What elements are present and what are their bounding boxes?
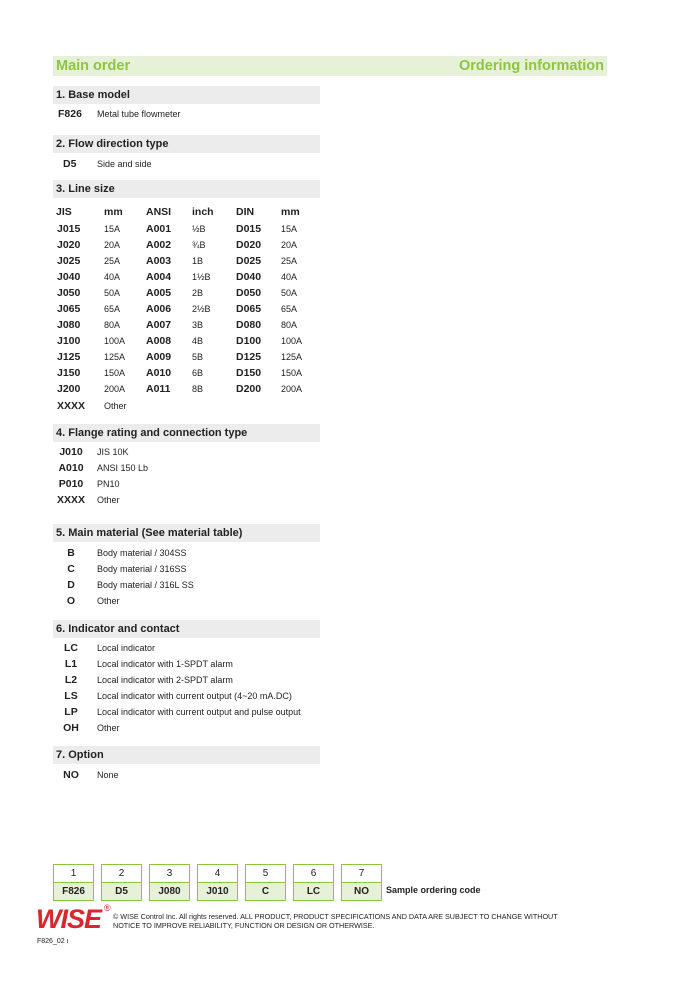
jis-code: J020 (57, 239, 81, 251)
jis-mm: 125A (104, 352, 126, 362)
flange-code: J010 (59, 446, 83, 458)
din-code: D200 (236, 383, 262, 395)
wise-logo: WISE (36, 904, 102, 934)
flow-desc: Side and side (97, 159, 152, 169)
copyright-line-1: © WISE Control Inc. All rights reserved. ALL PRODUCT, PRODUCT SPECIFICATIONS AND DATA ARE SUBJECT TO CHANGE WITHOUT (113, 912, 558, 921)
din-mm: 100A (281, 336, 303, 346)
ansi-inch: 2B (192, 288, 204, 298)
jis-mm: 15A (104, 224, 121, 234)
sample-code-box (149, 864, 190, 901)
ansi-inch: 2½B (192, 304, 211, 314)
sample-code-box (197, 864, 238, 901)
ansi-inch: 3B (192, 320, 204, 330)
indicator-code: OH (63, 722, 79, 734)
din-code: D040 (236, 271, 262, 283)
jis-mm: 25A (104, 256, 121, 266)
section-base-model: 1. Base model (53, 86, 320, 104)
jis-mm: 20A (104, 240, 121, 250)
sample-position-number: 2 (102, 865, 141, 883)
din-mm: 65A (281, 304, 298, 314)
sample-position-number: 1 (54, 865, 93, 883)
indicator-desc: Other (97, 723, 120, 733)
sample-code-box (341, 864, 382, 901)
material-desc: Other (97, 596, 120, 606)
din-code: D125 (236, 351, 262, 363)
din-mm: 50A (281, 288, 298, 298)
jis-mm: 65A (104, 304, 121, 314)
base-model-code: F826 (58, 108, 82, 120)
section-indicator: 6. Indicator and contact (53, 620, 320, 638)
material-desc: Body material / 316L SS (97, 580, 194, 590)
line-size-other-code: XXXX (57, 400, 86, 412)
material-desc: Body material / 304SS (97, 548, 187, 558)
ansi-code: A006 (146, 303, 172, 315)
material-code: O (66, 595, 76, 607)
sample-label: Sample ordering code (386, 885, 481, 895)
line-size-other-desc: Other (104, 401, 127, 411)
ansi-inch: ½B (192, 224, 206, 234)
ansi-code: A007 (146, 319, 172, 331)
flange-desc: ANSI 150 Lb (97, 463, 149, 473)
indicator-desc: Local indicator with 1-SPDT alarm (97, 659, 233, 669)
din-mm: 150A (281, 368, 303, 378)
indicator-desc: Local indicator with current output (4~20 mA.DC) (97, 691, 292, 701)
sample-code-box (245, 864, 286, 901)
material-code: B (67, 547, 75, 559)
jis-mm: 40A (104, 272, 121, 282)
sample-position-number: 5 (246, 865, 285, 883)
flange-code: XXXX (57, 494, 86, 506)
din-mm: 125A (281, 352, 303, 362)
jis-code: J150 (57, 367, 81, 379)
ansi-code: A009 (146, 351, 172, 363)
jis-code: J040 (57, 271, 81, 283)
jis-mm: 80A (104, 320, 121, 330)
sample-code-value: D5 (102, 883, 141, 900)
ansi-inch: 5B (192, 352, 204, 362)
material-code: D (67, 579, 75, 591)
sample-code-value: NO (342, 883, 381, 900)
flange-desc: JIS 10K (97, 447, 129, 457)
jis-mm: 50A (104, 288, 121, 298)
indicator-code: LP (64, 706, 78, 718)
jis-code: J200 (57, 383, 81, 395)
sample-code-box (101, 864, 142, 901)
ansi-code: A001 (146, 223, 172, 235)
flange-code: A010 (58, 462, 84, 474)
flow-code: D5 (63, 158, 77, 170)
indicator-desc: Local indicator with 2-SPDT alarm (97, 675, 233, 685)
page-header (53, 56, 607, 76)
registered-mark: ® (104, 903, 111, 913)
main-order-title: Main order (56, 58, 131, 74)
din-code: D150 (236, 367, 262, 379)
copyright-line-2: NOTICE TO IMPROVE RELIABILITY, FUNCTION OR DESIGN OR OTHERWISE. (113, 921, 375, 930)
ansi-inch: 1B (192, 256, 204, 266)
jis-code: J125 (57, 351, 81, 363)
copyright-notice (113, 912, 558, 930)
flange-desc: PN10 (97, 479, 120, 489)
ansi-inch: 4B (192, 336, 204, 346)
material-code: C (67, 563, 75, 575)
sample-code-value: F826 (54, 883, 93, 900)
sample-position-number: 6 (294, 865, 333, 883)
din-code: D080 (236, 319, 262, 331)
section-option: 7. Option (53, 746, 320, 764)
ansi-code: A008 (146, 335, 172, 347)
ansi-code: A010 (146, 367, 172, 379)
indicator-desc: Local indicator (97, 643, 156, 653)
ansi-code: A004 (146, 271, 172, 283)
din-mm: 200A (281, 384, 303, 394)
din-code: D025 (236, 255, 262, 267)
ansi-code: A003 (146, 255, 172, 267)
jis-code: J025 (57, 255, 81, 267)
indicator-code: L2 (64, 674, 78, 686)
col-header-inch: inch (192, 206, 214, 218)
jis-code: J100 (57, 335, 81, 347)
indicator-code: L1 (64, 658, 78, 670)
din-mm: 15A (281, 224, 298, 234)
col-header-jis: JIS (56, 206, 72, 218)
col-header-mm-din: mm (281, 206, 300, 218)
ansi-code: A005 (146, 287, 172, 299)
flange-code: P010 (58, 478, 84, 490)
din-mm: 25A (281, 256, 298, 266)
col-header-mm: mm (104, 206, 123, 218)
sample-code-value: J010 (198, 883, 237, 900)
section-flow-direction: 2. Flow direction type (53, 135, 320, 153)
page-number: F826_02 ı (37, 938, 69, 945)
indicator-code: LS (64, 690, 78, 702)
ansi-code: A011 (146, 383, 171, 395)
indicator-code: LC (64, 642, 78, 654)
jis-code: J050 (57, 287, 81, 299)
sample-code-box (53, 864, 94, 901)
sample-code-value: LC (294, 883, 333, 900)
sample-code-value: C (246, 883, 285, 900)
material-desc: Body material / 316SS (97, 564, 187, 574)
base-model-desc: Metal tube flowmeter (97, 109, 181, 119)
sample-position-number: 7 (342, 865, 381, 883)
din-code: D050 (236, 287, 262, 299)
flange-desc: Other (97, 495, 120, 505)
ansi-code: A002 (146, 239, 172, 251)
ansi-inch: 6B (192, 368, 204, 378)
jis-code: J015 (57, 223, 81, 235)
din-mm: 20A (281, 240, 298, 250)
section-line-size: 3. Line size (53, 180, 320, 198)
section-flange: 4. Flange rating and connection type (53, 424, 320, 442)
jis-mm: 150A (104, 368, 126, 378)
din-mm: 40A (281, 272, 298, 282)
ansi-inch: 8B (192, 384, 204, 394)
section-material: 5. Main material (See material table) (53, 524, 320, 542)
sample-position-number: 4 (198, 865, 237, 883)
option-code: NO (63, 769, 79, 781)
ansi-inch: 1½B (192, 272, 211, 282)
din-code: D020 (236, 239, 262, 251)
din-code: D065 (236, 303, 262, 315)
din-code: D100 (236, 335, 262, 347)
sample-code-value: J080 (150, 883, 189, 900)
din-mm: 80A (281, 320, 298, 330)
ordering-info-title: Ordering information (459, 58, 604, 74)
jis-code: J065 (57, 303, 81, 315)
jis-code: J080 (57, 319, 81, 331)
sample-position-number: 3 (150, 865, 189, 883)
indicator-desc: Local indicator with current output and pulse output (97, 707, 301, 717)
col-header-din: DIN (236, 206, 255, 218)
sample-code-box (293, 864, 334, 901)
col-header-ansi: ANSI (146, 206, 172, 218)
ansi-inch: ¾B (192, 240, 206, 250)
jis-mm: 200A (104, 384, 126, 394)
jis-mm: 100A (104, 336, 126, 346)
din-code: D015 (236, 223, 262, 235)
option-desc: None (97, 770, 119, 780)
